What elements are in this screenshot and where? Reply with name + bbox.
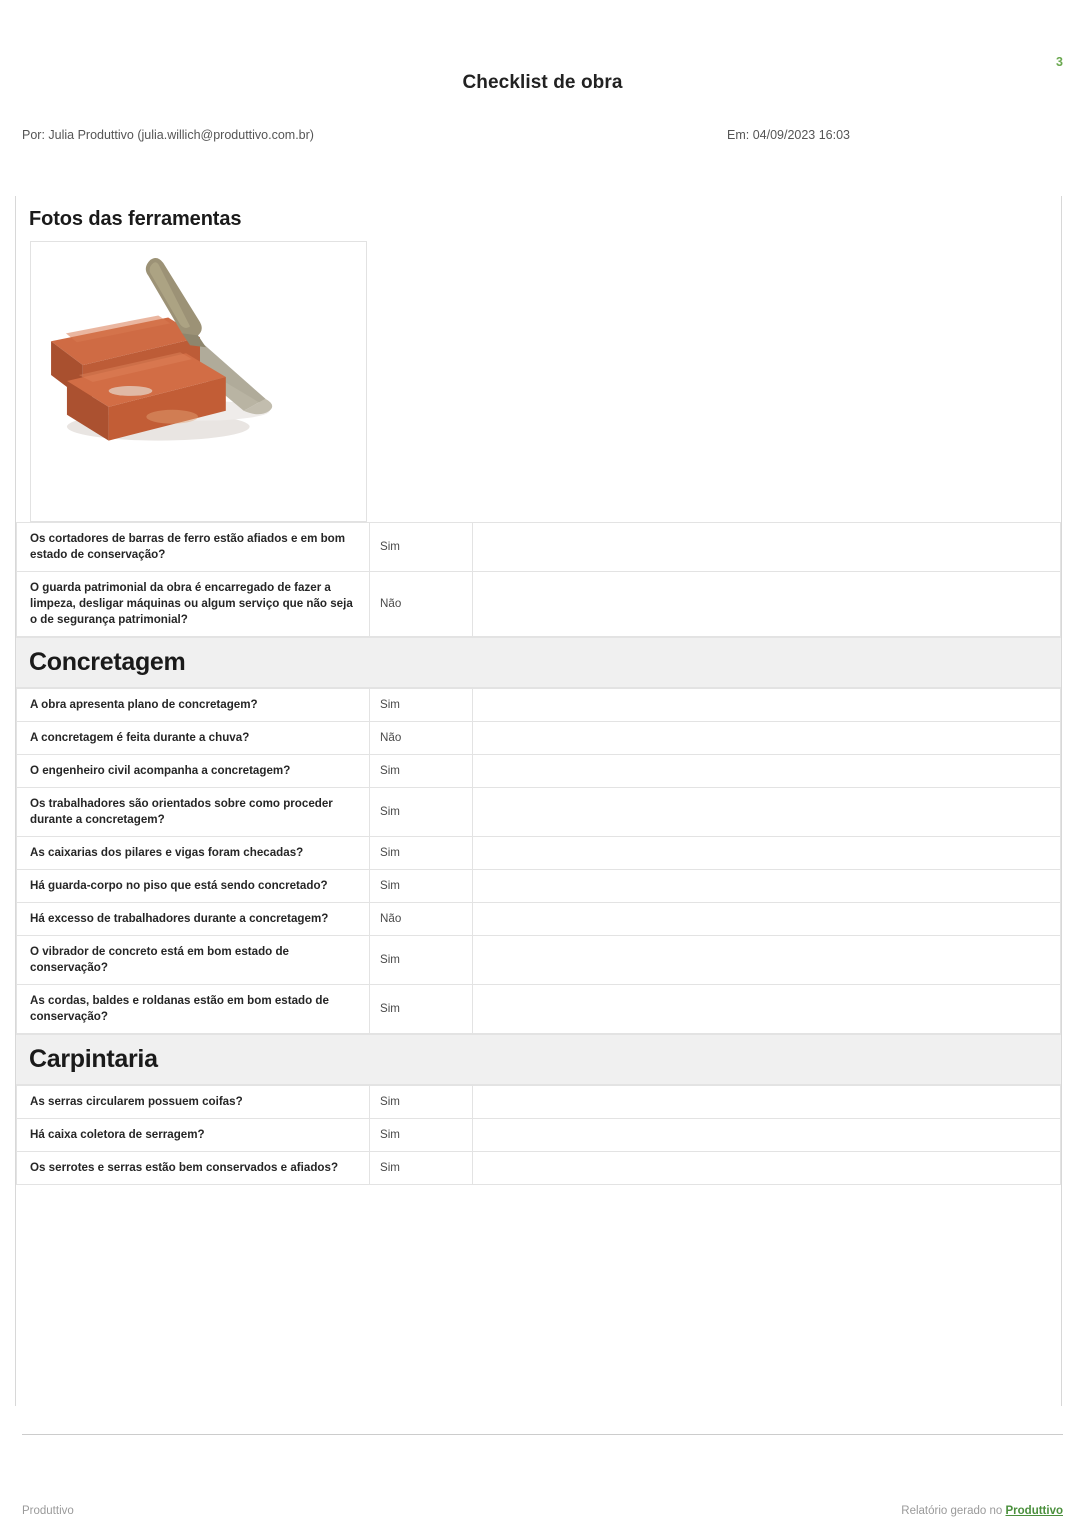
section-header-concretagem — [16, 637, 1061, 688]
generated-date: Em: 04/09/2023 16:03 — [727, 128, 851, 142]
question-cell: O vibrador de concreto está em bom estado de conservação? — [17, 936, 370, 985]
table-row — [17, 936, 1061, 985]
question-cell: As cordas, baldes e roldanas estão em bom estado de conservação? — [17, 985, 370, 1034]
content-frame — [15, 196, 1062, 1406]
question-cell: Os trabalhadores são orientados sobre como proceder durante a concretagem? — [17, 788, 370, 837]
table-row — [17, 788, 1061, 837]
answer-cell: Sim — [370, 985, 473, 1034]
document-meta — [22, 128, 1063, 146]
question-cell: As caixarias dos pilares e vigas foram checadas? — [17, 837, 370, 870]
question-cell: O guarda patrimonial da obra é encarregado de fazer a limpeza, desligar máquinas ou algum serviço que não seja o de segurança patrimonial? — [17, 571, 370, 636]
table-row — [17, 1119, 1061, 1152]
note-cell — [473, 755, 1061, 788]
note-cell — [473, 985, 1061, 1034]
answer-cell: Sim — [370, 755, 473, 788]
table-row — [17, 722, 1061, 755]
table-row — [17, 523, 1061, 572]
footer-brand: Produttivo — [22, 1505, 74, 1517]
question-cell: As serras circularem possuem coifas? — [17, 1086, 370, 1119]
answer-cell: Sim — [370, 1152, 473, 1185]
table-row — [17, 571, 1061, 636]
section-title: Carpintaria — [29, 1044, 158, 1073]
note-cell — [473, 722, 1061, 755]
question-cell: Os cortadores de barras de ferro estão afiados e em bom estado de conservação? — [17, 523, 370, 572]
section-title: Concretagem — [29, 647, 186, 676]
table-row — [17, 837, 1061, 870]
page-title: Checklist de obra — [462, 72, 623, 93]
table-body — [17, 1086, 1061, 1185]
answer-cell: Não — [370, 571, 473, 636]
table-body — [17, 523, 1061, 637]
question-cell: A concretagem é feita durante a chuva? — [17, 722, 370, 755]
note-cell — [473, 523, 1061, 572]
answer-cell: Sim — [370, 788, 473, 837]
table-row — [17, 755, 1061, 788]
answer-cell: Sim — [370, 837, 473, 870]
question-cell: Há guarda-corpo no piso que está sendo concretado? — [17, 870, 370, 903]
page-number: 3 — [1056, 55, 1063, 69]
note-cell — [473, 870, 1061, 903]
footer-divider — [22, 1434, 1063, 1435]
produttivo-link[interactable]: Produttivo — [1005, 1505, 1063, 1517]
answer-cell: Sim — [370, 1119, 473, 1152]
note-cell — [473, 788, 1061, 837]
note-cell — [473, 1119, 1061, 1152]
answer-cell: Sim — [370, 523, 473, 572]
note-cell — [473, 1086, 1061, 1119]
note-cell — [473, 1152, 1061, 1185]
note-cell — [473, 837, 1061, 870]
author-line: Por: Julia Produttivo (julia.willich@produttivo.com.br) — [22, 128, 314, 142]
answer-cell: Não — [370, 903, 473, 936]
question-cell: O engenheiro civil acompanha a concretagem? — [17, 755, 370, 788]
top-questions-table — [16, 522, 1061, 637]
footer-credit — [901, 1505, 1063, 1517]
table-body — [17, 689, 1061, 1034]
answer-cell: Não — [370, 722, 473, 755]
question-cell: A obra apresenta plano de concretagem? — [17, 689, 370, 722]
answer-cell: Sim — [370, 870, 473, 903]
note-cell — [473, 936, 1061, 985]
section-table-carpintaria — [16, 1085, 1061, 1185]
table-row — [17, 1086, 1061, 1119]
section-header-carpintaria — [16, 1034, 1061, 1085]
table-row — [17, 1152, 1061, 1185]
answer-cell: Sim — [370, 1086, 473, 1119]
page-footer — [22, 1505, 1063, 1521]
table-row — [17, 870, 1061, 903]
note-cell — [473, 571, 1061, 636]
table-row — [17, 903, 1061, 936]
note-cell — [473, 689, 1061, 722]
photos-block — [16, 196, 1061, 522]
photo-thumbnail[interactable] — [30, 241, 367, 522]
section-table-concretagem — [16, 688, 1061, 1034]
table-row — [17, 689, 1061, 722]
question-cell: Os serrotes e serras estão bem conservados e afiados? — [17, 1152, 370, 1185]
question-cell: Há caixa coletora de serragem? — [17, 1119, 370, 1152]
bricks-and-trowel-photo — [31, 242, 366, 521]
photos-heading: Fotos das ferramentas — [29, 208, 242, 230]
answer-cell: Sim — [370, 689, 473, 722]
table-row — [17, 985, 1061, 1034]
answer-cell: Sim — [370, 936, 473, 985]
note-cell — [473, 903, 1061, 936]
question-cell: Há excesso de trabalhadores durante a concretagem? — [17, 903, 370, 936]
footer-credit-text: Relatório gerado no — [901, 1505, 1006, 1517]
